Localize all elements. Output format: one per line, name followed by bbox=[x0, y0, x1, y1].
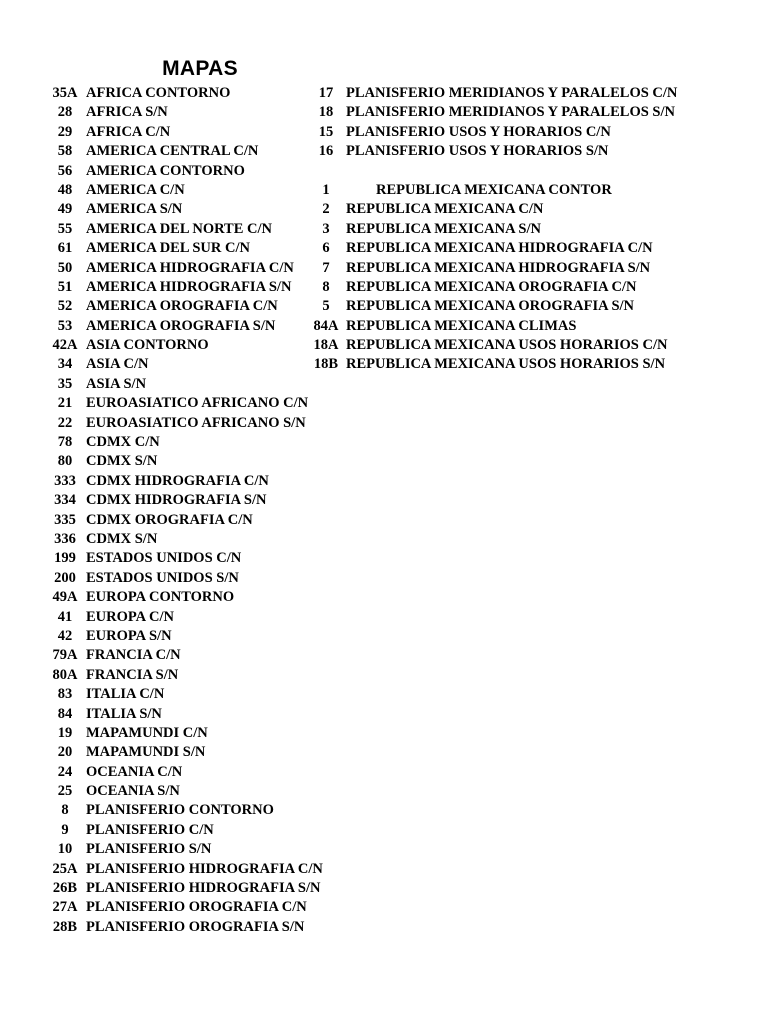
map-code: 35 bbox=[57, 375, 73, 392]
map-name: REPUBLICA MEXICANA CONTOR bbox=[376, 181, 612, 198]
map-code: 84A bbox=[313, 317, 339, 334]
map-entry bbox=[40, 898, 330, 917]
map-entry bbox=[40, 336, 330, 355]
map-name: ITALIA C/N bbox=[86, 686, 165, 703]
map-code: 18 bbox=[318, 104, 334, 121]
map-code: 58 bbox=[57, 143, 73, 160]
map-name: OCEANIA S/N bbox=[86, 783, 180, 800]
map-name: FRANCIA C/N bbox=[86, 647, 181, 664]
map-name: PLANISFERIO HIDROGRAFIA S/N bbox=[86, 880, 321, 897]
map-name: PLANISFERIO HIDROGRAFIA C/N bbox=[86, 860, 323, 877]
map-name: MAPAMUNDI C/N bbox=[86, 724, 208, 741]
map-name: ITALIA S/N bbox=[86, 705, 162, 722]
map-name: PLANISFERIO USOS Y HORARIOS C/N bbox=[346, 123, 611, 140]
map-code: 334 bbox=[54, 492, 76, 509]
map-name: EUROPA S/N bbox=[86, 627, 172, 644]
map-entry bbox=[305, 103, 765, 122]
map-name: REPUBLICA MEXICANA S/N bbox=[346, 220, 541, 237]
map-code: 61 bbox=[57, 240, 73, 257]
left-map-list bbox=[40, 84, 330, 937]
map-entry bbox=[40, 530, 330, 549]
map-entry bbox=[40, 452, 330, 471]
map-code: 20 bbox=[57, 744, 73, 761]
map-code: 48 bbox=[57, 181, 73, 198]
map-code: 335 bbox=[54, 511, 76, 528]
map-code: 200 bbox=[54, 569, 76, 586]
map-name: PLANISFERIO OROGRAFIA C/N bbox=[86, 899, 307, 916]
map-entry bbox=[40, 200, 330, 219]
map-code: 21 bbox=[57, 395, 73, 412]
map-code: 84 bbox=[57, 705, 73, 722]
map-code: 55 bbox=[57, 220, 73, 237]
map-name: REPUBLICA MEXICANA HIDROGRAFIA C/N bbox=[346, 240, 653, 257]
map-code: 7 bbox=[322, 259, 330, 276]
map-entry bbox=[40, 801, 330, 820]
map-code: 22 bbox=[57, 414, 73, 431]
map-code: 26B bbox=[52, 880, 78, 897]
map-name: ESTADOS UNIDOS S/N bbox=[86, 569, 239, 586]
map-code: 333 bbox=[54, 472, 76, 489]
map-code: 80A bbox=[52, 666, 78, 683]
map-name: ESTADOS UNIDOS C/N bbox=[86, 550, 242, 567]
map-name: AMERICA DEL SUR C/N bbox=[86, 240, 250, 257]
map-entry bbox=[40, 142, 330, 161]
map-code: 10 bbox=[57, 841, 73, 858]
map-entry bbox=[40, 569, 330, 588]
map-code: 50 bbox=[57, 259, 73, 276]
map-entry bbox=[40, 879, 330, 898]
map-entry bbox=[305, 355, 765, 374]
map-name: EUROASIATICO AFRICANO S/N bbox=[86, 414, 306, 431]
map-entry bbox=[40, 278, 330, 297]
map-entry bbox=[40, 103, 330, 122]
page-title: MAPAS bbox=[162, 57, 238, 80]
map-entry bbox=[40, 259, 330, 278]
map-name: EUROASIATICO AFRICANO C/N bbox=[86, 395, 309, 412]
map-name: AMERICA CONTORNO bbox=[86, 162, 245, 179]
map-code: 3 bbox=[322, 220, 330, 237]
map-entry bbox=[40, 646, 330, 665]
map-entry bbox=[305, 200, 765, 219]
right-map-list bbox=[305, 84, 765, 375]
map-name: CDMX HIDROGRAFIA S/N bbox=[86, 492, 267, 509]
map-name: CDMX OROGRAFIA C/N bbox=[86, 511, 253, 528]
map-entry bbox=[305, 278, 765, 297]
map-code: 28B bbox=[52, 918, 78, 935]
map-code: 17 bbox=[318, 85, 334, 101]
map-code: 16 bbox=[318, 143, 334, 160]
map-name: CDMX S/N bbox=[86, 530, 158, 547]
map-entry bbox=[305, 259, 765, 278]
map-entry bbox=[40, 743, 330, 762]
map-entry bbox=[40, 840, 330, 859]
map-code: 41 bbox=[57, 608, 73, 625]
map-code: 8 bbox=[61, 802, 69, 819]
map-entry bbox=[305, 123, 765, 142]
map-entry bbox=[305, 336, 765, 355]
map-name: REPUBLICA MEXICANA CLIMAS bbox=[346, 317, 577, 334]
map-entry bbox=[40, 297, 330, 316]
map-name: AFRICA S/N bbox=[86, 104, 168, 121]
map-entry bbox=[40, 84, 330, 103]
map-name: AMERICA OROGRAFIA S/N bbox=[86, 317, 276, 334]
map-name: CDMX C/N bbox=[86, 434, 160, 451]
map-code: 34 bbox=[57, 356, 73, 373]
map-entry bbox=[40, 123, 330, 142]
map-entry bbox=[40, 763, 330, 782]
map-name: REPUBLICA MEXICANA OROGRAFIA S/N bbox=[346, 298, 635, 315]
map-entry bbox=[40, 685, 330, 704]
map-entry bbox=[40, 355, 330, 374]
map-code: 27A bbox=[52, 899, 78, 916]
map-entry bbox=[40, 782, 330, 801]
map-name: EUROPA C/N bbox=[86, 608, 174, 625]
map-code: 35A bbox=[52, 85, 78, 101]
map-name: AMERICA HIDROGRAFIA C/N bbox=[86, 259, 294, 276]
map-entry bbox=[40, 162, 330, 181]
map-name: CDMX S/N bbox=[86, 453, 158, 470]
map-name: AMERICA S/N bbox=[86, 201, 183, 218]
map-code: 336 bbox=[54, 530, 76, 547]
map-name: REPUBLICA MEXICANA OROGRAFIA C/N bbox=[346, 278, 637, 295]
map-entry bbox=[40, 375, 330, 394]
map-code: 83 bbox=[57, 686, 73, 703]
map-name: OCEANIA C/N bbox=[86, 763, 183, 780]
map-entry bbox=[40, 549, 330, 568]
map-code: 78 bbox=[57, 434, 73, 451]
map-entry bbox=[40, 181, 330, 200]
map-entry bbox=[305, 181, 765, 200]
map-code: 28 bbox=[57, 104, 73, 121]
map-code: 25A bbox=[52, 860, 78, 877]
map-entry bbox=[305, 297, 765, 316]
map-code: 19 bbox=[57, 724, 73, 741]
map-entry bbox=[40, 666, 330, 685]
map-entry bbox=[40, 491, 330, 510]
map-code: 15 bbox=[318, 123, 334, 140]
map-name: EUROPA CONTORNO bbox=[86, 589, 235, 606]
map-name: FRANCIA S/N bbox=[86, 666, 179, 683]
map-entry bbox=[305, 142, 765, 161]
map-code: 24 bbox=[57, 763, 73, 780]
map-name: ASIA S/N bbox=[86, 375, 147, 392]
map-name: PLANISFERIO OROGRAFIA S/N bbox=[86, 918, 305, 935]
map-name: MAPAMUNDI S/N bbox=[86, 744, 206, 761]
map-entry bbox=[40, 724, 330, 743]
map-code: 1 bbox=[322, 181, 330, 198]
map-entry bbox=[40, 588, 330, 607]
map-entry bbox=[40, 821, 330, 840]
map-code: 49 bbox=[57, 201, 73, 218]
map-name: REPUBLICA MEXICANA USOS HORARIOS C/N bbox=[346, 337, 668, 354]
map-name: REPUBLICA MEXICANA USOS HORARIOS S/N bbox=[346, 356, 666, 373]
map-entry bbox=[40, 918, 330, 937]
map-name: REPUBLICA MEXICANA HIDROGRAFIA S/N bbox=[346, 259, 651, 276]
map-entry bbox=[305, 239, 765, 258]
map-name: AFRICA CONTORNO bbox=[86, 85, 231, 101]
map-name: CDMX HIDROGRAFIA C/N bbox=[86, 472, 269, 489]
map-entry bbox=[305, 84, 765, 103]
map-code: 9 bbox=[61, 821, 69, 838]
map-code: 18B bbox=[313, 356, 339, 373]
map-code: 2 bbox=[322, 201, 330, 218]
map-name: AMERICA C/N bbox=[86, 181, 185, 198]
map-name: PLANISFERIO MERIDIANOS Y PARALELOS S/N bbox=[346, 104, 675, 121]
map-code: 42 bbox=[57, 627, 73, 644]
map-entry bbox=[40, 627, 330, 646]
map-name: PLANISFERIO USOS Y HORARIOS S/N bbox=[346, 143, 609, 160]
map-name: ASIA C/N bbox=[86, 356, 149, 373]
map-entry bbox=[305, 317, 765, 336]
map-code: 29 bbox=[57, 123, 73, 140]
map-name: AMERICA CENTRAL C/N bbox=[86, 143, 259, 160]
map-code: 199 bbox=[54, 550, 76, 567]
map-code: 5 bbox=[322, 298, 330, 315]
map-entry bbox=[40, 860, 330, 879]
map-name: AFRICA C/N bbox=[86, 123, 171, 140]
map-code: 6 bbox=[322, 240, 330, 257]
map-entry bbox=[40, 608, 330, 627]
map-entry bbox=[40, 394, 330, 413]
map-code: 80 bbox=[57, 453, 73, 470]
map-name: REPUBLICA MEXICANA C/N bbox=[346, 201, 544, 218]
map-code: 25 bbox=[57, 783, 73, 800]
map-code: 51 bbox=[57, 278, 73, 295]
map-name: ASIA CONTORNO bbox=[86, 337, 209, 354]
map-entry bbox=[40, 220, 330, 239]
map-entry bbox=[40, 511, 330, 530]
map-name: AMERICA DEL NORTE C/N bbox=[86, 220, 273, 237]
map-code: 53 bbox=[57, 317, 73, 334]
map-entry bbox=[40, 317, 330, 336]
map-entry bbox=[40, 472, 330, 491]
map-code: 8 bbox=[322, 278, 330, 295]
map-name: PLANISFERIO MERIDIANOS Y PARALELOS C/N bbox=[346, 85, 678, 101]
map-name: PLANISFERIO C/N bbox=[86, 821, 214, 838]
map-name: PLANISFERIO CONTORNO bbox=[86, 802, 274, 819]
map-code: 42A bbox=[52, 337, 78, 354]
map-code: 52 bbox=[57, 298, 73, 315]
map-entry bbox=[305, 220, 765, 239]
map-code: 18A bbox=[313, 337, 339, 354]
blank-row bbox=[305, 162, 765, 181]
map-entry bbox=[40, 239, 330, 258]
map-name: AMERICA HIDROGRAFIA S/N bbox=[86, 278, 292, 295]
map-code: 49A bbox=[52, 589, 78, 606]
map-entry bbox=[40, 414, 330, 433]
map-code: 56 bbox=[57, 162, 73, 179]
map-name: AMERICA OROGRAFIA C/N bbox=[86, 298, 278, 315]
map-entry bbox=[40, 705, 330, 724]
map-code: 79A bbox=[52, 647, 78, 664]
map-name: PLANISFERIO S/N bbox=[86, 841, 212, 858]
map-entry bbox=[40, 433, 330, 452]
